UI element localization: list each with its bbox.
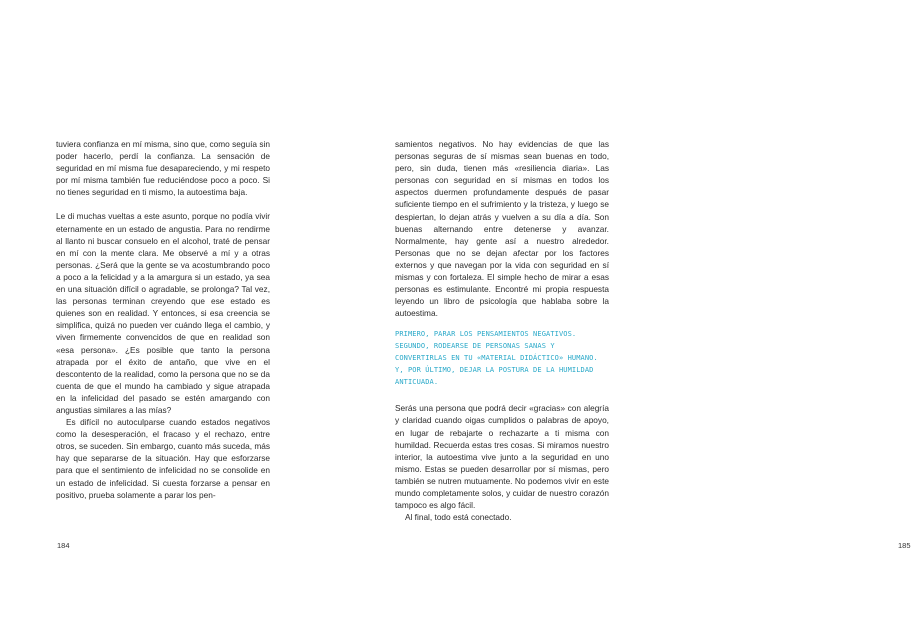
right-page [320, 0, 911, 640]
paragraph: Es difícil no autoculparse cuando estados negativos como la desesperación, el fracaso y el rechazo, entre otros, se suceden. Sin embargo, cuanto más suceda, más hay que separarse de la situación. Hay que esforzarse para que el sentimiento de infelicidad no se consolide en un estado de infelicidad. Si cuesta forzarse a pensar en positivo, prueba solamente a parar los pen- [56, 417, 270, 500]
paragraph: Al final, todo está conectado. [405, 512, 512, 523]
left-page [0, 0, 320, 640]
highlighted-list [395, 329, 609, 388]
paragraph: Le di muchas vueltas a este asunto, porque no podía vivir eternamente en un estado de angustia. Para no rendirme al llanto ni buscar consuelo en el alcohol, traté de pensar en mí con la mente clara. Me observé a mí y a otras personas. ¿Será que la gente se va acostumbrando poco a poco a la felicidad y a la amargura si un estado, ya sea en una situación difícil o agradable, se prolonga? Tal vez, las personas terminan creyendo que ese estado es quienes son en realidad. Y entonces, si esa creencia se simplifica, quizá no pueden ver cuándo llega el cambio, y viven firmemente convencidos de que en realidad son «esa persona». ¿Es posible que tanto la persona atrapada por el éxito de antaño, que vive en el descontento de la realidad, como la persona que no se da cuenta de que el mundo ha cambiado y sigue atrapada en la infelicidad del pasado se estén amargando con angustias similares a las mías? [56, 211, 270, 415]
list-item: SEGUNDO, RODEARSE DE PERSONAS SANAS Y CONVERTIRLAS EN TU «MATERIAL DIDÁCTICO» HUMANO. [395, 342, 598, 362]
page-number: 184 [57, 541, 70, 550]
page-number: 185 [898, 541, 911, 550]
paragraph: tuviera confianza en mí misma, sino que, como seguía sin poder hacerlo, perdí la confianza. La sensación de seguridad en mí misma fue desapareciendo, y mi respeto por mí misma también fue reduciéndose poco a poco. Si no tienes seguridad en ti mismo, la autoestima baja. [56, 139, 270, 198]
paragraph: Serás una persona que podrá decir «gracias» con alegría y claridad cuando oigas cumplidos o palabras de apoyo, en lugar de rebajarte o rechazarte a ti misma con humildad. Recuerda estas tres cosas. Si miramos nuestro interior, la autoestima vive junto a la seguridad en uno mismo. Estas se pueden desarrollar por sí mismas, pero también se nutren mutuamente. No podemos vivir en este mundo completamente solos, y cuidar de nuestro corazón tampoco es algo fácil. [395, 403, 609, 511]
left-page-text [56, 138, 270, 501]
right-page-text [395, 138, 609, 523]
paragraph: samientos negativos. No hay evidencias de que las personas seguras de sí mismas sean buenas en todo, pero, sin duda, tienen más «resiliencia diaria». Las personas con seguridad en sí mismas en todos los aspectos duermen profundamente después de pasar suficiente tiempo en el sufrimiento y la tristeza, y luego se despiertan, lo dejan atrás y vuelven a su día a día. Son buenas alternando entre detenerse y avanzar. Normalmente, hay gente así a nuestro alrededor. Personas que no se dejan afectar por los factores externos y que navegan por la vida con seguridad en sí mismas y con fortaleza. El simple hecho de mirar a esas personas es estimulante. Encontré mi propia respuesta leyendo un libro de psicología que hablaba sobre la autoestima. [395, 139, 609, 319]
list-item: PRIMERO, PARAR LOS PENSAMIENTOS NEGATIVOS. [395, 330, 577, 339]
list-item: Y, POR ÚLTIMO, DEJAR LA POSTURA DE LA HUMILDAD ANTICUADA. [395, 365, 594, 386]
